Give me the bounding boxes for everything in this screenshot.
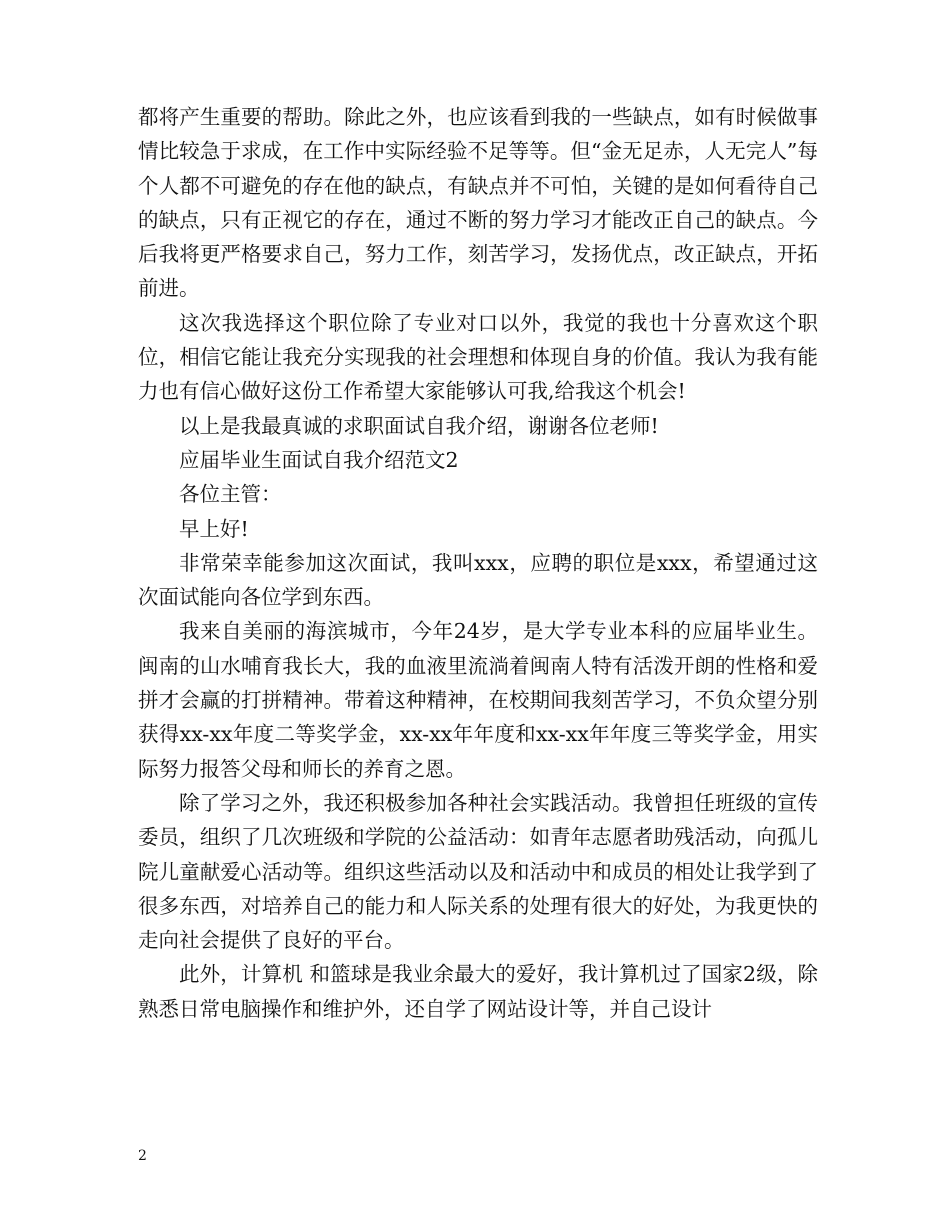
paragraph-2: 这次我选择这个职位除了专业对口以外，我觉的我也十分喜欢这个职位，相信它能让我充分实现我的社会理想和体现自身的价值。我认为我有能力也有信心做好这份工作希望大家能够认可我,给我这个机会! [138, 310, 818, 404]
paragraph-9: 除了学习之外，我还积极参加各种社会实践活动。我曾担任班级的宣传委员，组织了几次班级和学院的公益活动：如青年志愿者助残活动，向孤儿院儿童献爱心活动等。组织这些活动以及和活动中和成员的相处让我学到了很多东西，对培养自己的能力和人际关系的处理有很大的好处，为我更快的走向社会提供了良好的平台。 [138, 790, 818, 953]
section-heading: 应届毕业生面试自我介绍范文2 [179, 447, 459, 472]
document-body [138, 100, 818, 1026]
salutation: 各位主管： [179, 482, 282, 507]
paragraph-3: 以上是我最真诚的求职面试自我介绍，谢谢各位老师! [179, 413, 659, 438]
paragraph-8: 我来自美丽的海滨城市，今年24岁，是大学专业本科的应届毕业生。闽南的山水哺育我长大，我的血液里流淌着闽南人特有活泼开朗的性格和爱拼才会赢的打拼精神。带着这种精神，在校期间我刻苦学习，不负众望分别获得xx-xx年度二等奖学金，xx-xx年年度和xx-xx年年度三等奖学金，用实际努力报答父母和师长的养育之恩。 [138, 619, 818, 781]
paragraph-1: 都将产生重要的帮助。除此之外，也应该看到我的一些缺点，如有时候做事情比较急于求成，在工作中实际经验不足等等。但“金无足赤，人无完人”每个人都不可避免的存在他的缺点，有缺点并不可怕，关键的是如何看待自己的缺点，只有正视它的存在，通过不断的努力学习才能改正自己的缺点。今后我将更严格要求自己，努力工作，刻苦学习，发扬优点，改正缺点，开拓前进。 [138, 105, 818, 301]
greeting: 早上好! [179, 516, 249, 541]
paragraph-7: 非常荣幸能参加这次面试，我叫xxx，应聘的职位是xxx，希望通过这次面试能向各位学到东西。 [138, 550, 818, 610]
paragraph-10: 此外，计算机 和篮球是我业余最大的爱好，我计算机过了国家2级，除熟悉日常电脑操作和维护外，还自学了网站设计等，并自己设计 [138, 962, 818, 1021]
page-number: 2 [138, 1148, 147, 1164]
